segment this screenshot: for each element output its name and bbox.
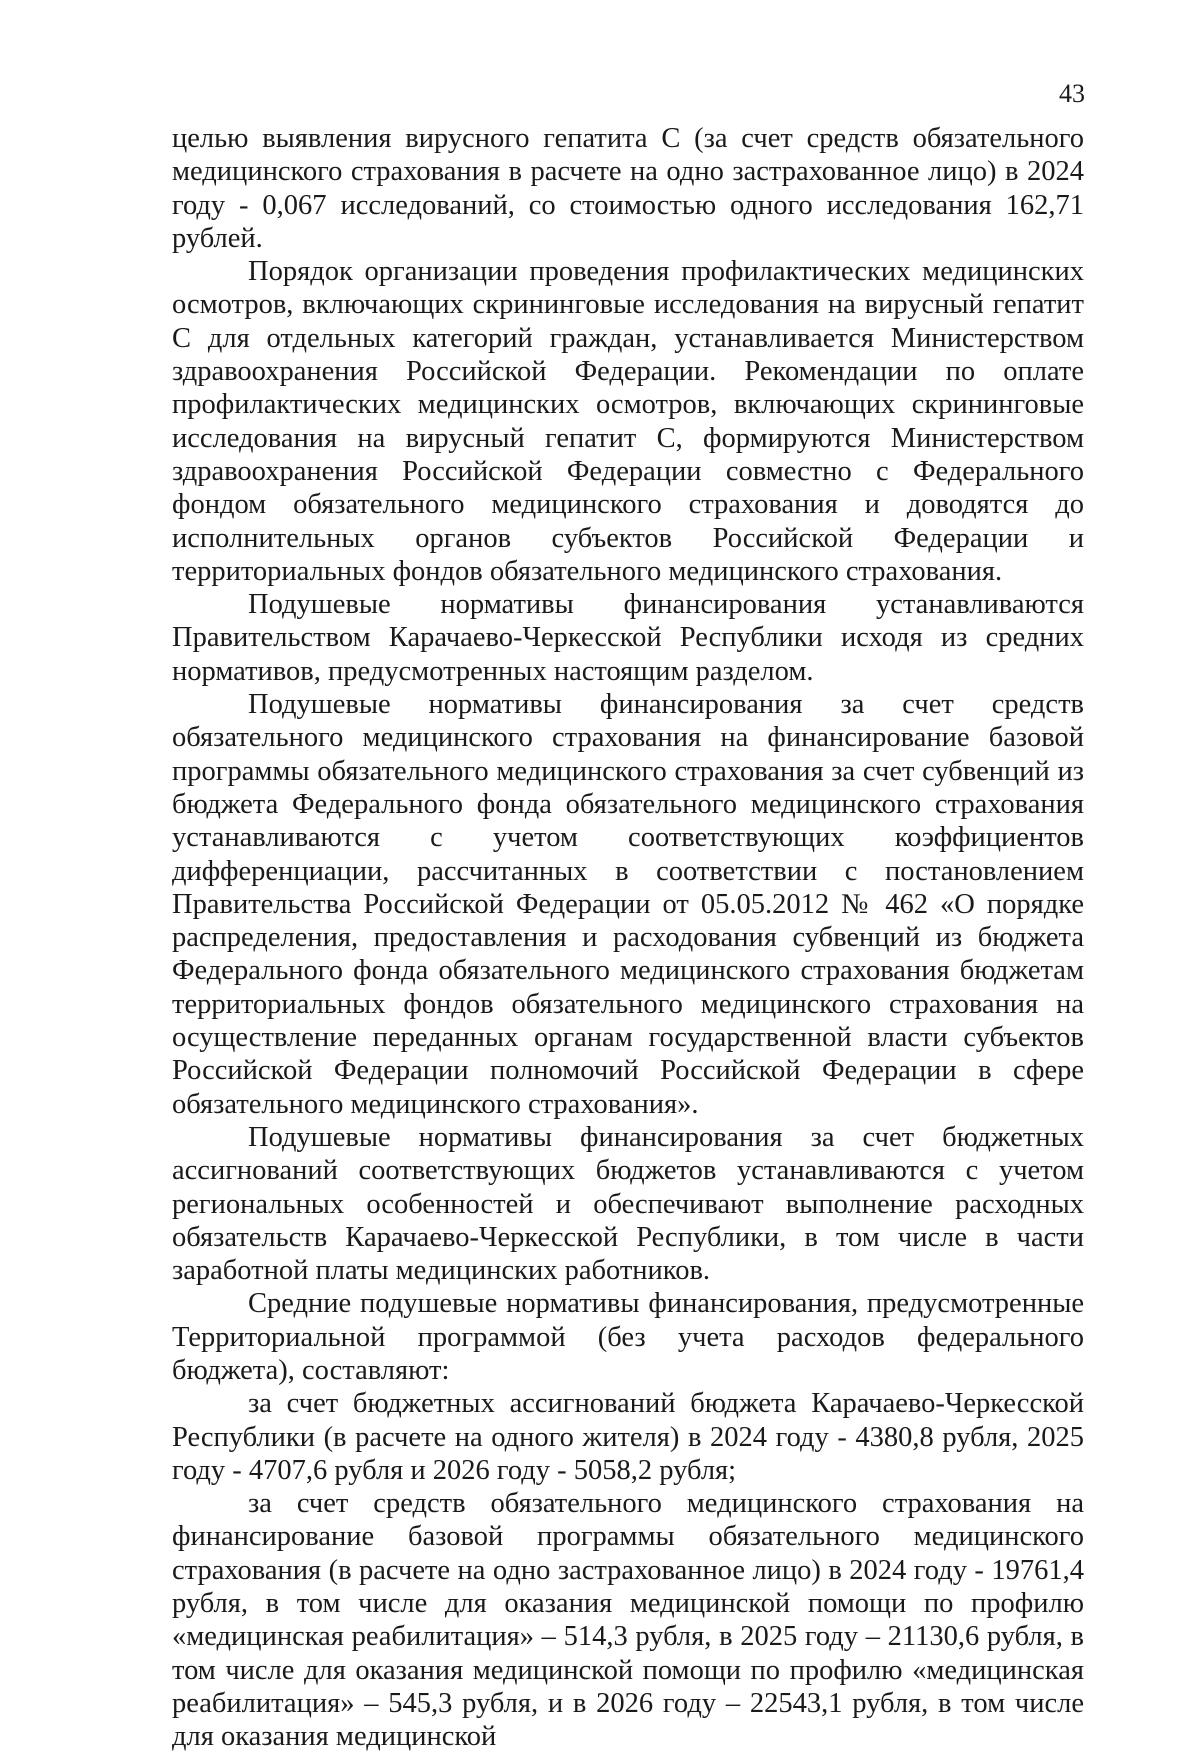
paragraph-average-norms: Средние подушевые нормативы финансирования, предусмотренные Территориальной программой (без учета расходов федерального бюджета), составляют: (172, 1288, 1084, 1386)
paragraph-budget-allocations: за счет бюджетных ассигнований бюджета Карачаево-Черкесской Республики (в расчете на одного жителя) в 2024 году - 4380,8 рубля, 2025 году - 4707,6 рубля и 2026 году - 5058,2 рубля; (172, 1388, 1084, 1486)
paragraph-oms-funds: за счет средств обязательного медицинского страхования на финансирование базовой программы обязательного медицинского страхования (в расчете на одно застрахованное лицо) в 2024 году - 19761,4 рубля, в том числе для оказания медицинской помощи по профилю «медицинская реабилитация» – 514,3 рубля, в 2025 году – 21130,6 рубля, в том числе для оказания медицинской помощи по профилю «медицинская реабилитация» – 545,3 рубля, и в 2026 году – 22543,1 рубля, в том числе для оказания медицинской (172, 1488, 1084, 1753)
page-number: 43 (1059, 79, 1085, 108)
paragraph-per-capita-oms: Подушевые нормативы финансирования за счет средств обязательного медицинского страхования на финансирование базовой программы обязательного медицинского страхования за счет субвенций из бюджета Федерального фонда обязательного медицинского страхования устанавливаются с учетом соответствующих коэффициентов дифференциации, рассчитанных в соответствии с постановлением Правительства Российской Федерации от 05.05.2012 № 462 «О порядке распределения, предоставления и расходования субвенций из бюджета Федерального фонда обязательного медицинского страхования бюджетам территориальных фондов обязательного медицинского страхования на осуществление переданных органам государственной власти субъектов Российской Федерации полномочий Российской Федерации в сфере обязательного медицинского страхования». (172, 689, 1084, 1120)
paragraph-per-capita-government: Подушевые нормативы финансирования устанавливаются Правительством Карачаево-Черкесской Республики исходя из средних нормативов, предусмотренных настоящим разделом. (172, 589, 1084, 687)
body-text (172, 122, 1084, 1754)
paragraph-screening-procedure: Порядок организации проведения профилактических медицинских осмотров, включающих скрининговые исследования на вирусный гепатит С для отдельных категорий граждан, устанавливается Министерством здравоохранения Российской Федерации. Рекомендации по оплате профилактических медицинских осмотров, включающих скрининговые исследования на вирусный гепатит С, формируются Министерством здравоохранения Российской Федерации совместно с Федерального фондом обязательного медицинского страхования и доводятся до исполнительных органов субъектов Российской Федерации и территориальных фондов обязательного медицинского страхования. (172, 256, 1084, 587)
paragraph-per-capita-budget: Подушевые нормативы финансирования за счет бюджетных ассигнований соответствующих бюджетов устанавливаются с учетом региональных особенностей и обеспечивают выполнение расходных обязательств Карачаево-Черкесской Республики, в том числе в части заработной платы медицинских работников. (172, 1121, 1084, 1287)
paragraph-continuation: целью выявления вирусного гепатита С (за счет средств обязательного медицинского страхования в расчете на одно застрахованное лицо) в 2024 году - 0,067 исследований, со стоимостью одного исследования 162,71 рублей. (172, 123, 1084, 254)
